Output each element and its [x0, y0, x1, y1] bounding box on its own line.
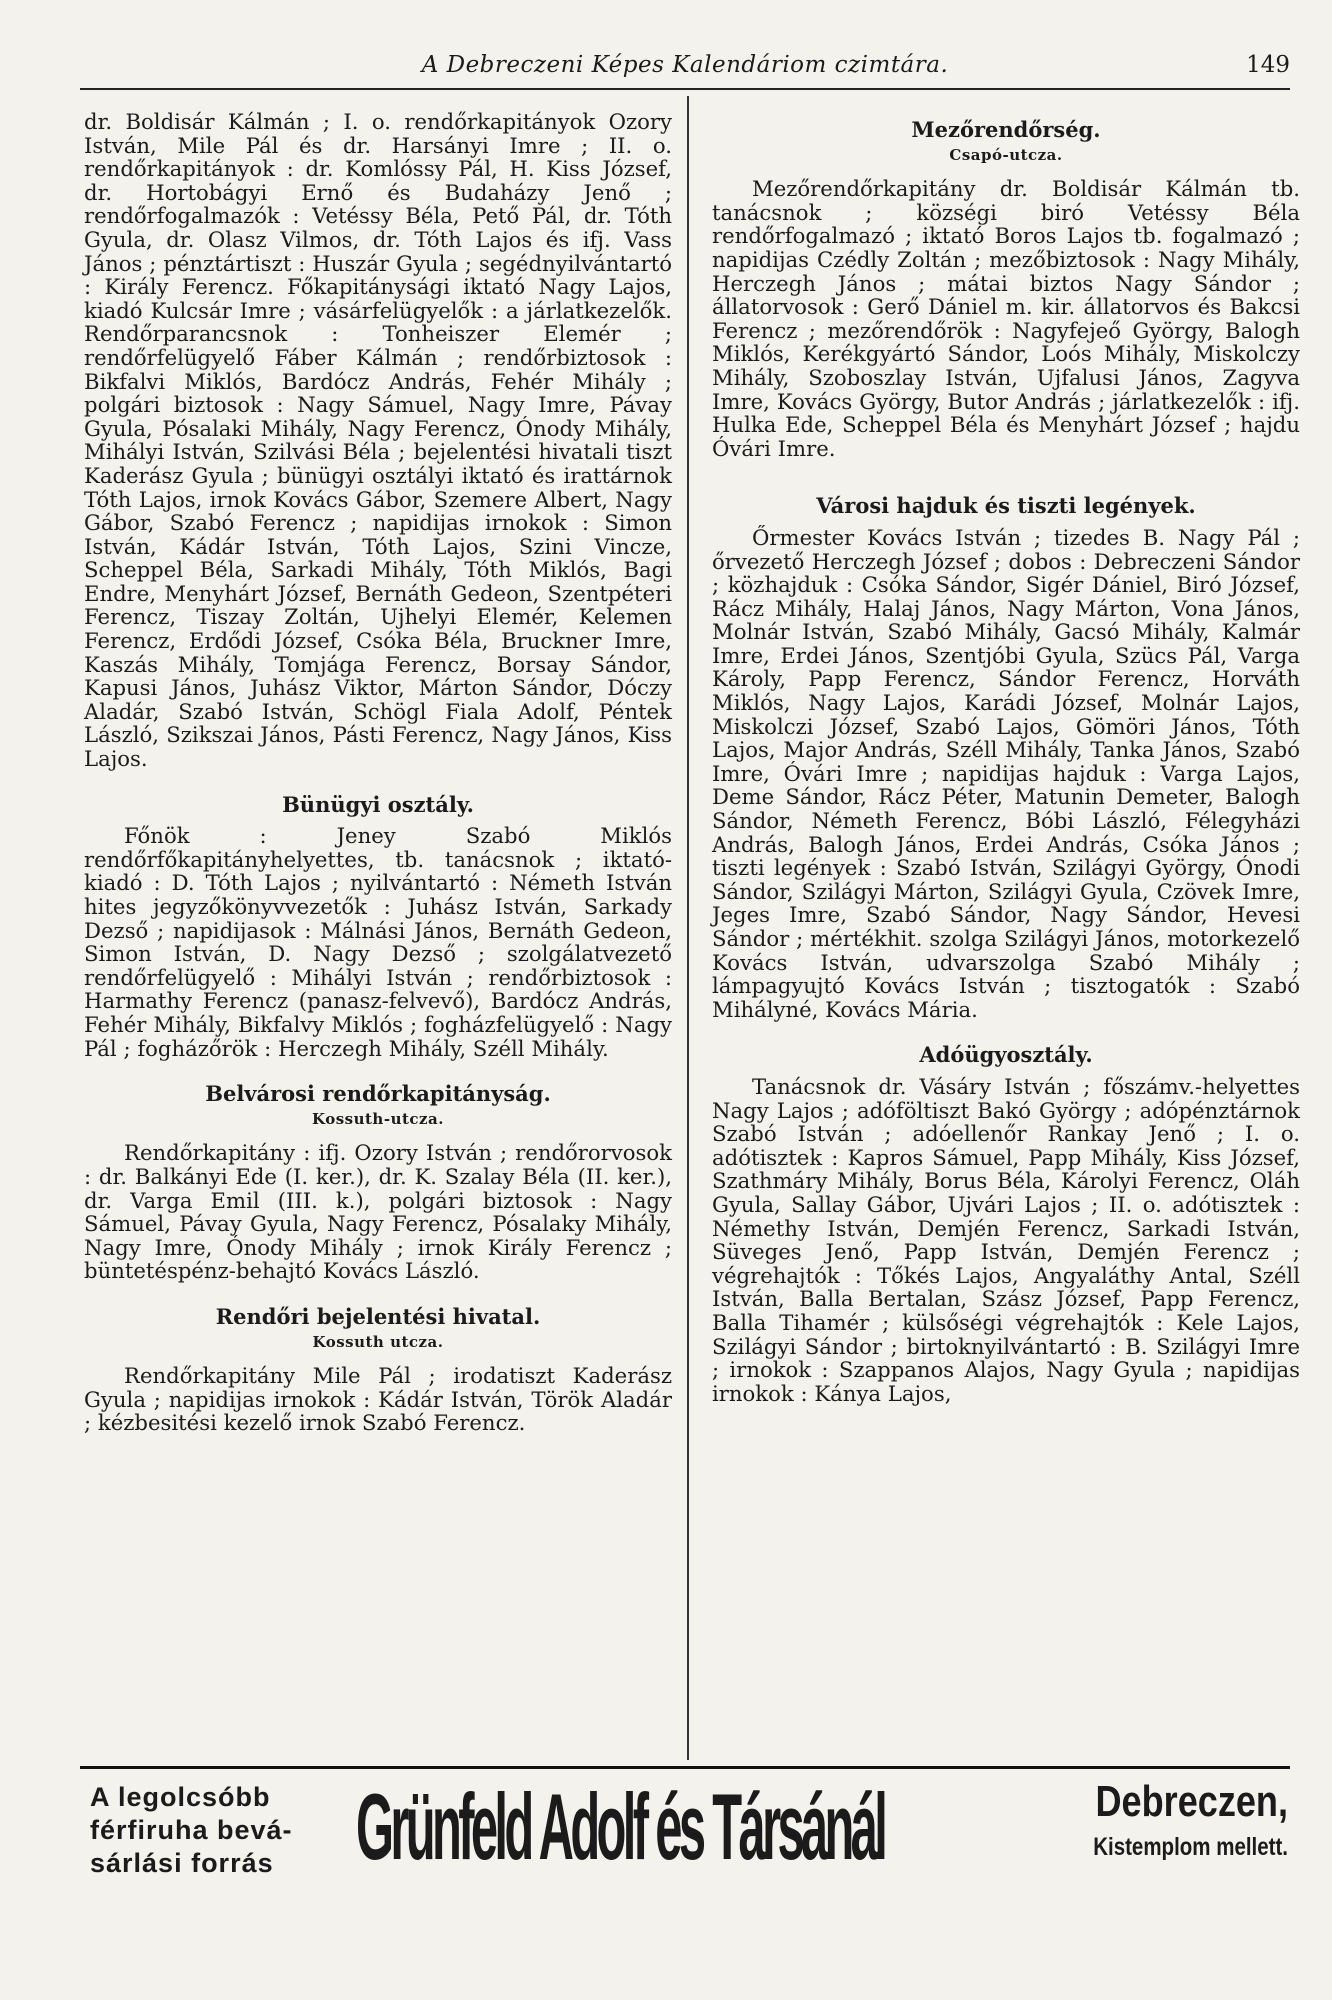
section-text-mezorendorseg: Mezőrendőrkapitány dr. Boldisár Kálmán tb. tanácsnok ; községi biró Vetéssy Béla rendőrfogalmazó ; iktató Boros Lajos tb. fogalmazó ; napidijas Czédly Zoltán ; mezőbiztosok : Nagy Mihály, Herczegh János ; mátai biztos Nagy Sándor ; állatorvosok : Gerő Dániel m. kir. állatorvos és Bakcsi Ferencz ; mezőrendőrök : Nagyfejeő György, Balogh Miklós, Kerékgyártó Sándor, Loós Mihály, Miskolczy Mihály, Szoboszlay István, Ujfalusi János, Zagyva Imre, Kovács György, Butor András ; járlatkezelők : ifj. Hulka Ede, Scheppel Béla és Menyhárt József ; hajdu Óvári Imre. [712, 176, 1300, 461]
running-title: A Debreczeni Képes Kalendáriom czimtára. [421, 52, 949, 78]
ad-tagline [90, 1781, 360, 1880]
section-title-bejelentesi: Rendőri bejelentési hivatal. [215, 1303, 541, 1329]
advertisement-rule [80, 1766, 1290, 1769]
ad-tagline-line: sárlási forrás [90, 1848, 274, 1878]
ad-city: Debreczen, [1095, 1777, 1288, 1826]
header-rule [80, 88, 1290, 90]
section-title-hajduk: Városi hajduk és tiszti legények. [816, 493, 1196, 519]
right-column [712, 110, 1300, 1405]
ad-tagline-line: A legolcsóbb [90, 1782, 271, 1812]
ad-location: Kistemplom mellett. [1093, 1833, 1288, 1861]
intro-paragraph: dr. Boldisár Kálmán ; I. o. rendőrkapitányok Ozory István, Mile Pál és dr. Harsányi Imre ; II. o. rendőrkapitányok : dr. Komlóssy Pál, H. Kiss József, dr. Hortobágyi Ernő és Budaházy Jenő ; rendőrfogalmazók : Vetéssy Béla, Pető Pál, dr. Tóth Gyula, dr. Olasz Vilmos, dr. Tóth Lajos és ifj. Vass János ; pénztártiszt : Huszár Gyula ; segédnyilvántartó : Király Ferencz. Főkapitánysági iktató Nagy Lajos, kiadó Kulcsár Imre ; vásárfelügyelők : a járlatkezelők. Rendőrparancsnok : Tonheiszer Elemér ; rendőrfelügyelő Fáber Kálmán ; rendőrbiztosok : Bikfalvi Miklós, Bardócz András, Fehér Mihály ; polgári biztosok : Nagy Sámuel, Nagy Imre, Pávay Gyula, Pósalaki Mihály, Nagy Ferencz, Ónody Mihály, Mihályi István, Szilvási Béla ; bejelentési hivatali tiszt Kaderász Gyula ; bünügyi osztályi iktató és irattárnok Tóth Lajos, irnok Kovács Gábor, Szemere Albert, Nagy Gábor, Szabó Ferencz ; napidijas irnokok : Simon István, Kádár István, Tóth Lajos, Szini Vincze, Scheppel Béla, Sarkadi Mihály, Tóth Miklós, Bagi Endre, Menyhárt József, Bernáth Gedeon, Szentpéteri Ferencz, Tiszay Zoltán, Ujhelyi Elemér, Kelemen Ferencz, Erdődi József, Csóka Béla, Bruckner Imre, Kaszás Mihály, Tomjága Ferencz, Borsay Sándor, Kapusi János, Juhász Viktor, Márton Sándor, Dóczy Aladár, Szabó István, Schögl Fiala Adolf, Péntek László, Szikszai János, Pásti Ferencz, Nagy János, Kiss Lajos. [84, 109, 672, 772]
page-header [80, 52, 1290, 90]
section-text-hajduk: Őrmester Kovács István ; tizedes B. Nagy Pál ; őrvezető Herczegh József ; dobos : Debreczeni Sándor ; közhajduk : Csóka Sándor, Sigér Dániel, Biró József, Rácz Mihály, Halaj János, Nagy Márton, Vona János, Molnár István, Szabó Mihály, Gacsó Mihály, Kalmár Imre, Erdei János, Szentjóbi Gyula, Szücs Pál, Varga Károly, Papp Ferencz, Sándor Ferencz, Horváth Miklós, Nagy Lajos, Karádi József, Molnár Lajos, Miskolczi József, Szabó Lajos, Gömöri János, Tóth Lajos, Major András, Széll Mihály, Tanka János, Szabó Imre, Óvári Imre ; napidijas hajduk : Varga Lajos, Deme Sándor, Rácz Péter, Matunin Demeter, Balogh Sándor, Németh Ferencz, Bóbi László, Félegyházi András, Balogh János, Erdei András, Csóka János ; tiszti legények : Szabó István, Szilágyi György, Ónodi Sándor, Szilágyi Márton, Szilágyi Gyula, Czövek Imre, Jeges Imre, Szabó Sándor, Nagy Sándor, Hevesi Sándor ; mértékhit. szolga Szilágyi János, motorkezelő Kovács István, udvarszolga Szabó Mihály ; lámpagyujtó Kovács István ; tisztogatók : Szabó Mihályné, Kovács Mária. [712, 524, 1300, 1022]
page-number: 149 [1246, 52, 1290, 78]
left-column [84, 110, 672, 1435]
section-text-bejelentesi: Rendőrkapitány Mile Pál ; irodatiszt Kaderász Gyula ; napidijas irnokok : Kádár István, Török Aladár ; kézbesitési kezelő irnok Szabó Ferencz. [84, 1363, 672, 1436]
ad-company-name: Grünfeld Adolf és Társánál [356, 1774, 885, 1879]
section-title-mezorendorseg: Mezőrendőrség. [911, 117, 1101, 142]
ad-tagline-line: férfiruha bevá- [90, 1815, 293, 1845]
section-text-belvarosi: Rendőrkapitány : ifj. Ozory István ; rendőrorvosok : dr. Balkányi Ede (I. ker.), dr. K. Szalay Béla (II. ker.), dr. Varga Emil (III. k.), polgári biztosok : Nagy Sámuel, Pávay Gyula, Nagy Ferencz, Pósalaky Mihály, Nagy Imre, Ónody Mihály ; irnok Király Ferencz ; büntetéspénz-behajtó Kovács László. [84, 1140, 672, 1284]
section-title-belvarosi: Belvárosi rendőrkapitányság. [205, 1081, 551, 1107]
section-title-bunugyi: Bünügyi osztály. [282, 791, 474, 817]
section-subtitle-bejelentesi: Kossuth utcza. [312, 1332, 444, 1351]
advertisement [80, 1775, 1290, 1887]
column-divider [687, 96, 689, 1760]
section-subtitle-mezorendorseg: Csapó-utcza. [949, 145, 1063, 164]
section-text-adougy: Tanácsnok dr. Vásáry István ; főszámv.-helyettes Nagy Lajos ; adóföltiszt Bakó György ; adópénztárnok Szabó István ; adóellenőr Rankay Jenő ; I. o. adótisztek : Kapros Sámuel, Papp Mihály, Kiss József, Szathmáry Mihály, Borus Béla, Károlyi Ferencz, Oláh Gyula, Sallay Gábor, Ujvári Lajos ; II. o. adótisztek : Némethy István, Demjén Ferencz, Sarkadi István, Süveges Jenő, Papp István, Demjén Ferencz ; végrehajtók : Tőkés Lajos, Angyaláthy Antal, Széll István, Balla Bertalan, Szász József, Papp Ferencz, Balla Tihamér ; külsőségi végrehajtók : Kele Lajos, Szilágyi Sándor ; birtoknyilvántartó : B. Szilágyi Imre ; irnokok : Szappanos Alajos, Nagy Gyula ; napidijas irnokok : Kánya Lajos, [712, 1073, 1300, 1406]
section-text-bunugyi: Főnök : Jeney Szabó Miklós rendőrfőkapitányhelyettes, tb. tanácsnok ; iktató-kiadó : D. Tóth Lajos ; nyilvántartó : Németh István hites jegyzőkönyvvezetők : Juhász István, Sarkady Dezső ; napidijasok : Málnási János, Bernáth Gedeon, Simon István, D. Nagy Dezső ; szolgálatvezető rendőrfelügyelő : Mihályi István ; rendőrbiztosok : Harmathy Ferencz (panasz-felvevő), Bardócz András, Fehér Mihály, Bikfalvy Miklós ; fogházfelügyelő : Nagy Pál ; fogházőrök : Herczegh Mihály, Széll Mihály. [84, 823, 672, 1061]
section-subtitle-belvarosi: Kossuth-utcza. [312, 1109, 444, 1128]
section-title-adougy: Adóügyosztály. [919, 1042, 1093, 1068]
